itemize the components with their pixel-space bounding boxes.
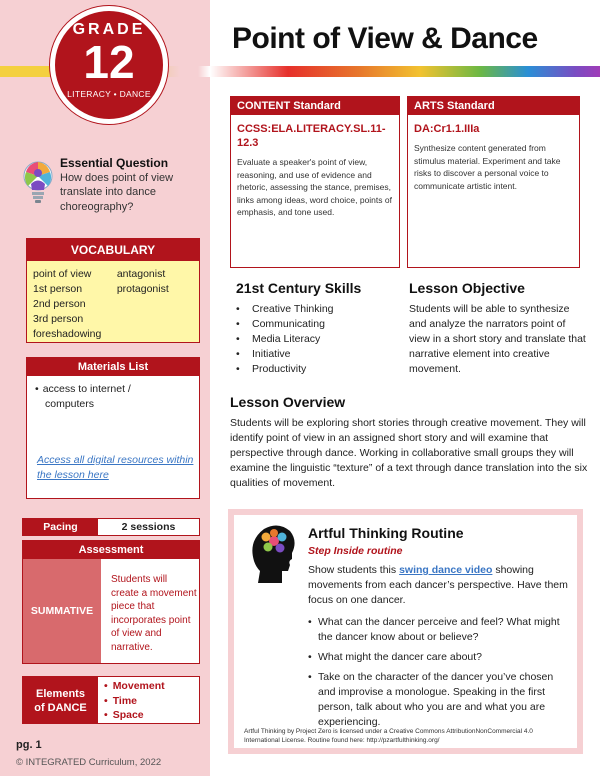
materials-box [26,357,200,499]
page-title: Point of View & Dance [232,22,538,55]
page-number: pg. 1 [16,739,42,751]
artful-intro [308,563,568,608]
materials-item-cont: computers [45,398,95,410]
artful-question: • What can the dancer perceive and feel? What might the dancer know about or believe? [308,615,570,645]
copyright: © INTEGRATED Curriculum, 2022 [16,757,162,768]
objective-text: Students will be able to synthesize and analyze the narrators point of view in a short story and translate that narrative element into creative movement. [409,303,586,375]
digital-resources-link[interactable]: Access all digital resources within the lesson here [37,454,194,481]
content-standard-code: CCSS:ELA.LITERACY.SL.11-12.3 [237,123,386,149]
element-item: • Time [104,694,165,709]
skills-list [236,302,334,377]
skill-item: • Productivity [236,362,334,377]
skill-item: • Communicating [236,317,334,332]
vocab-term: 2nd person [33,298,86,310]
skills-heading: 21st Century Skills [236,280,362,296]
element-item: • Movement [104,679,165,694]
artful-thinking-box [228,509,583,754]
pacing-value: 2 sessions [98,519,199,535]
grade-label: GRADE [72,21,146,38]
essential-question-label: Essential Question [60,156,169,170]
assessment-heading: Assessment [23,541,199,559]
pacing-label: Pacing [23,519,98,535]
assessment-text: Students will create a movement piece that incorporates point of view and narrative. [111,574,197,653]
overview-text: Students will be exploring short stories through creative movement. They will identify point of view in an assigned short story and will examine that perspective through dance. Working in collaborative small groups they will examine the linguistic “texture” of a text through dance translation into the six qualities of movement. [230,417,588,489]
elements-label-line2: of DANCE [34,702,87,714]
swing-dance-video-link[interactable]: swing dance video [399,564,493,576]
vocab-term: point of view [33,268,92,280]
arts-standard-text: Synthesize content generated from stimulus material. Experiment and take risks to discover a personal voice to communicate artistic intent. [414,143,561,191]
assessment-type: SUMMATIVE [23,559,101,663]
arts-standard-code: DA:Cr1.1.IIIa [414,123,480,135]
lightbulb-person-icon [20,160,56,206]
artful-intro-after: showing movements from each dancer’s perspective. Have them focus on one dancer. [308,564,568,606]
elements-of-dance [22,676,200,724]
artful-intro-before: Show students this [308,564,400,576]
vocab-term: antagonist [116,268,166,280]
pacing-row [22,518,200,536]
skill-item: • Creative Thinking [236,302,334,317]
skill-item: • Media Literacy [236,332,334,347]
vocabulary-box [26,238,200,343]
grade-subject: LITERACY • DANCE [67,89,151,99]
elements-label-line1: Elements [36,688,85,700]
artful-footnote: Artful Thinking by Project Zero is licensed under a Creative Commons AttributionNonCommercial 4.0 International License. Routine found here: http://pzartfulthinking.org/ [244,728,533,744]
arts-standard-box [407,96,580,268]
vocabulary-column-1 [33,267,117,340]
skill-item: • Initiative [236,347,334,362]
artful-question: • Take on the character of the dancer you’ve chosen and improvise a monologue. Speaking in the first person, talk about who you are and what you are experiencing. [308,670,570,730]
element-item: • Space [104,708,165,723]
brain-head-icon [244,521,298,585]
objective-heading: Lesson Objective [409,280,525,296]
vocabulary-column-2 [117,267,193,336]
vocab-term: foreshadowing [33,328,102,340]
arts-standard-heading: ARTS Standard [408,97,579,115]
essential-question-text: How does point of view translate into dance choreography? [60,171,174,213]
elements-label [23,677,98,723]
grade-number: 12 [83,36,135,88]
content-standard-heading: CONTENT Standard [231,97,399,115]
vocabulary-heading: VOCABULARY [27,239,199,261]
vocab-term: 3rd person [33,313,84,325]
vocab-term: 1st person [33,283,83,295]
artful-question: • What might the dancer care about? [308,650,570,665]
materials-item: • access to internet / [35,382,191,397]
content-standard-box [230,96,400,268]
materials-heading: Materials List [27,358,199,376]
artful-questions [308,615,570,735]
vocab-term: protagonist [116,283,169,295]
artful-routine: Step Inside routine [308,545,403,557]
artful-heading: Artful Thinking Routine [308,525,464,541]
grade-badge [50,6,168,124]
overview-heading: Lesson Overview [230,394,346,410]
content-standard-text: Evaluate a speaker's point of view, reasoning, and use of evidence and rhetoric, assessing the stance, premises, links among ideas, word choice, points of emphasis, and tone used. [237,157,392,217]
assessment-box [22,540,200,664]
